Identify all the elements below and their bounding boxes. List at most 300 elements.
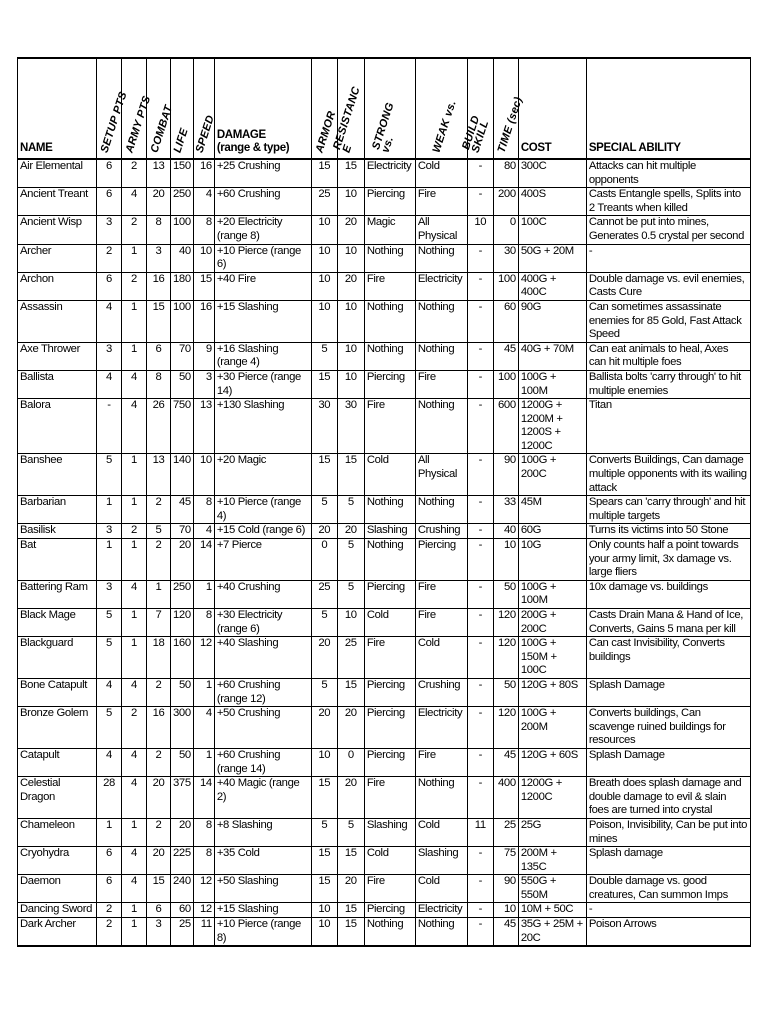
cell-combat: 15 bbox=[147, 875, 171, 903]
cell-special-ability: Can sometimes assassinate enemies for 85 Gold, Fast Attack Speed bbox=[586, 300, 750, 342]
cell-name: Bronze Golem bbox=[18, 707, 97, 749]
cell-speed: 9 bbox=[193, 342, 214, 370]
cell-setup-pts: 3 bbox=[97, 580, 122, 608]
cell-time: 10 bbox=[493, 539, 518, 581]
cell-resistance: 5 bbox=[337, 539, 364, 581]
cell-damage: +60 Crushing (range 12) bbox=[214, 678, 311, 706]
cell-build-skill: - bbox=[467, 159, 493, 188]
cell-build-skill: - bbox=[467, 399, 493, 454]
cell-cost: 10M + 50C bbox=[518, 903, 586, 918]
cell-weak-vs: Nothing bbox=[415, 342, 467, 370]
cell-setup-pts: 4 bbox=[97, 678, 122, 706]
cell-speed: 12 bbox=[193, 637, 214, 679]
cell-combat: 20 bbox=[147, 777, 171, 819]
cell-army-pts: 2 bbox=[122, 272, 147, 300]
cell-setup-pts: 6 bbox=[97, 875, 122, 903]
cell-name: Axe Thrower bbox=[18, 342, 97, 370]
cell-life: 120 bbox=[171, 609, 194, 637]
cell-build-skill: - bbox=[467, 496, 493, 524]
cell-cost: 35G + 25M + 20C bbox=[518, 918, 586, 947]
cell-special-ability: 10x damage vs. buildings bbox=[586, 580, 750, 608]
cell-strong-vs: Nothing bbox=[364, 918, 415, 947]
header-cost: COST bbox=[518, 58, 586, 159]
cell-resistance: 10 bbox=[337, 370, 364, 398]
table-row bbox=[18, 847, 751, 875]
cell-damage: +130 Slashing bbox=[214, 399, 311, 454]
cell-army-pts: 4 bbox=[122, 188, 147, 216]
cell-cost: 120G + 80S bbox=[518, 678, 586, 706]
cell-cost: 1200G + 1200M + 1200S + 1200C bbox=[518, 399, 586, 454]
cell-speed: 8 bbox=[193, 818, 214, 846]
cell-special-ability: Poison, Invisibility, Can be put into mines bbox=[586, 818, 750, 846]
cell-special-ability: Poison Arrows bbox=[586, 918, 750, 947]
cell-cost: 50G + 20M bbox=[518, 244, 586, 272]
cell-strong-vs: Slashing bbox=[364, 818, 415, 846]
table-row bbox=[18, 188, 751, 216]
table-row bbox=[18, 818, 751, 846]
cell-weak-vs: Electricity bbox=[415, 707, 467, 749]
cell-special-ability: Cannot be put into mines, Generates 0.5 crystal per second bbox=[586, 216, 750, 244]
cell-time: 45 bbox=[493, 748, 518, 776]
cell-name: Bat bbox=[18, 539, 97, 581]
cell-name: Archon bbox=[18, 272, 97, 300]
cell-special-ability: Converts buildings, Can scavenge ruined buildings for resources bbox=[586, 707, 750, 749]
header-setup-pts: SETUP PTS bbox=[97, 58, 122, 159]
cell-special-ability: Breath does splash damage and double damage to evil & slain foes are turned into crystal bbox=[586, 777, 750, 819]
cell-strong-vs: Nothing bbox=[364, 300, 415, 342]
cell-army-pts: 1 bbox=[122, 539, 147, 581]
cell-time: 33 bbox=[493, 496, 518, 524]
cell-setup-pts: 6 bbox=[97, 159, 122, 188]
table-body bbox=[18, 159, 751, 946]
cell-time: 90 bbox=[493, 875, 518, 903]
cell-life: 20 bbox=[171, 539, 194, 581]
header-strong-vs: STRONG vs. bbox=[364, 58, 415, 159]
cell-armor: 5 bbox=[311, 609, 337, 637]
cell-life: 750 bbox=[171, 399, 194, 454]
cell-speed: 4 bbox=[193, 707, 214, 749]
cell-weak-vs: All Physical bbox=[415, 454, 467, 496]
cell-damage: +10 Pierce (range 6) bbox=[214, 244, 311, 272]
cell-weak-vs: Nothing bbox=[415, 918, 467, 947]
cell-build-skill: - bbox=[467, 188, 493, 216]
cell-armor: 5 bbox=[311, 496, 337, 524]
cell-speed: 12 bbox=[193, 903, 214, 918]
cell-build-skill: 11 bbox=[467, 818, 493, 846]
cell-strong-vs: Electricity bbox=[364, 159, 415, 188]
cell-life: 70 bbox=[171, 342, 194, 370]
cell-cost: 40G + 70M bbox=[518, 342, 586, 370]
cell-cost: 100G + 150M + 100C bbox=[518, 637, 586, 679]
cell-life: 150 bbox=[171, 159, 194, 188]
cell-strong-vs: Piercing bbox=[364, 903, 415, 918]
cell-armor: 20 bbox=[311, 637, 337, 679]
cell-speed: 13 bbox=[193, 399, 214, 454]
cell-resistance: 15 bbox=[337, 678, 364, 706]
cell-armor: 20 bbox=[311, 524, 337, 539]
cell-army-pts: 1 bbox=[122, 244, 147, 272]
cell-cost: 300C bbox=[518, 159, 586, 188]
cell-army-pts: 1 bbox=[122, 496, 147, 524]
cell-damage: +40 Crushing bbox=[214, 580, 311, 608]
cell-weak-vs: Fire bbox=[415, 609, 467, 637]
cell-special-ability: Splash Damage bbox=[586, 748, 750, 776]
unit-stats-table bbox=[17, 57, 751, 947]
cell-combat: 18 bbox=[147, 637, 171, 679]
cell-armor: 10 bbox=[311, 216, 337, 244]
cell-speed: 14 bbox=[193, 777, 214, 819]
cell-damage: +15 Cold (range 6) bbox=[214, 524, 311, 539]
cell-special-ability: Attacks can hit multiple opponents bbox=[586, 159, 750, 188]
cell-life: 300 bbox=[171, 707, 194, 749]
cell-speed: 4 bbox=[193, 524, 214, 539]
cell-damage: +40 Fire bbox=[214, 272, 311, 300]
cell-life: 100 bbox=[171, 300, 194, 342]
cell-armor: 25 bbox=[311, 188, 337, 216]
cell-life: 250 bbox=[171, 188, 194, 216]
cell-name: Ballista bbox=[18, 370, 97, 398]
cell-life: 50 bbox=[171, 748, 194, 776]
cell-army-pts: 4 bbox=[122, 748, 147, 776]
cell-life: 70 bbox=[171, 524, 194, 539]
cell-combat: 13 bbox=[147, 159, 171, 188]
cell-speed: 10 bbox=[193, 454, 214, 496]
cell-weak-vs: Cold bbox=[415, 159, 467, 188]
cell-resistance: 20 bbox=[337, 272, 364, 300]
cell-strong-vs: Slashing bbox=[364, 524, 415, 539]
cell-strong-vs: Piercing bbox=[364, 748, 415, 776]
cell-speed: 8 bbox=[193, 496, 214, 524]
cell-damage: +50 Crushing bbox=[214, 707, 311, 749]
cell-weak-vs: Nothing bbox=[415, 244, 467, 272]
cell-weak-vs: Nothing bbox=[415, 496, 467, 524]
cell-combat: 15 bbox=[147, 300, 171, 342]
cell-name: Archer bbox=[18, 244, 97, 272]
cell-special-ability: Only counts half a point towards your army limit, 3x damage vs. large fliers bbox=[586, 539, 750, 581]
cell-name: Catapult bbox=[18, 748, 97, 776]
table-row bbox=[18, 216, 751, 244]
header-resistance: RESISTANC E bbox=[337, 58, 364, 159]
cell-build-skill: - bbox=[467, 707, 493, 749]
cell-setup-pts: 4 bbox=[97, 370, 122, 398]
table-row bbox=[18, 609, 751, 637]
cell-strong-vs: Nothing bbox=[364, 496, 415, 524]
cell-time: 45 bbox=[493, 918, 518, 947]
cell-build-skill: - bbox=[467, 609, 493, 637]
cell-resistance: 5 bbox=[337, 496, 364, 524]
cell-cost: 400G + 400C bbox=[518, 272, 586, 300]
cell-life: 240 bbox=[171, 875, 194, 903]
cell-weak-vs: Crushing bbox=[415, 678, 467, 706]
cell-combat: 2 bbox=[147, 748, 171, 776]
cell-name: Barbarian bbox=[18, 496, 97, 524]
cell-time: 10 bbox=[493, 903, 518, 918]
cell-build-skill: - bbox=[467, 903, 493, 918]
cell-special-ability: Splash damage bbox=[586, 847, 750, 875]
cell-speed: 16 bbox=[193, 300, 214, 342]
cell-speed: 1 bbox=[193, 580, 214, 608]
cell-time: 0 bbox=[493, 216, 518, 244]
cell-name: Dancing Sword bbox=[18, 903, 97, 918]
cell-strong-vs: Fire bbox=[364, 637, 415, 679]
cell-strong-vs: Piercing bbox=[364, 580, 415, 608]
cell-army-pts: 1 bbox=[122, 454, 147, 496]
cell-strong-vs: Fire bbox=[364, 777, 415, 819]
cell-army-pts: 1 bbox=[122, 342, 147, 370]
cell-strong-vs: Nothing bbox=[364, 342, 415, 370]
cell-name: Dark Archer bbox=[18, 918, 97, 947]
cell-name: Chameleon bbox=[18, 818, 97, 846]
cell-weak-vs: Nothing bbox=[415, 300, 467, 342]
table-row bbox=[18, 678, 751, 706]
cell-armor: 25 bbox=[311, 580, 337, 608]
table-row bbox=[18, 637, 751, 679]
cell-speed: 8 bbox=[193, 847, 214, 875]
cell-damage: +15 Slashing bbox=[214, 300, 311, 342]
cell-time: 120 bbox=[493, 637, 518, 679]
cell-cost: 25G bbox=[518, 818, 586, 846]
cell-name: Air Elemental bbox=[18, 159, 97, 188]
cell-resistance: 5 bbox=[337, 818, 364, 846]
cell-cost: 200M + 135C bbox=[518, 847, 586, 875]
cell-name: Battering Ram bbox=[18, 580, 97, 608]
cell-build-skill: - bbox=[467, 748, 493, 776]
cell-speed: 8 bbox=[193, 609, 214, 637]
header-row bbox=[18, 58, 751, 159]
cell-damage: +35 Cold bbox=[214, 847, 311, 875]
cell-speed: 12 bbox=[193, 875, 214, 903]
cell-damage: +20 Electricity (range 8) bbox=[214, 216, 311, 244]
cell-armor: 0 bbox=[311, 539, 337, 581]
cell-cost: 10G bbox=[518, 539, 586, 581]
cell-setup-pts: 2 bbox=[97, 903, 122, 918]
cell-name: Assassin bbox=[18, 300, 97, 342]
cell-weak-vs: Crushing bbox=[415, 524, 467, 539]
cell-resistance: 10 bbox=[337, 300, 364, 342]
header-combat: COMBAT bbox=[147, 58, 171, 159]
cell-build-skill: - bbox=[467, 918, 493, 947]
cell-strong-vs: Fire bbox=[364, 875, 415, 903]
cell-damage: +50 Slashing bbox=[214, 875, 311, 903]
cell-life: 50 bbox=[171, 678, 194, 706]
cell-army-pts: 1 bbox=[122, 609, 147, 637]
cell-cost: 60G bbox=[518, 524, 586, 539]
cell-speed: 14 bbox=[193, 539, 214, 581]
header-damage: DAMAGE (range & type) bbox=[214, 58, 311, 159]
cell-cost: 45M bbox=[518, 496, 586, 524]
cell-speed: 10 bbox=[193, 244, 214, 272]
cell-name: Balora bbox=[18, 399, 97, 454]
cell-build-skill: - bbox=[467, 272, 493, 300]
cell-life: 250 bbox=[171, 580, 194, 608]
table-row bbox=[18, 903, 751, 918]
cell-armor: 15 bbox=[311, 454, 337, 496]
cell-armor: 15 bbox=[311, 370, 337, 398]
cell-weak-vs: Fire bbox=[415, 580, 467, 608]
table-row bbox=[18, 244, 751, 272]
cell-combat: 13 bbox=[147, 454, 171, 496]
cell-combat: 16 bbox=[147, 272, 171, 300]
header-life: LIFE bbox=[171, 58, 194, 159]
cell-army-pts: 4 bbox=[122, 678, 147, 706]
table-row bbox=[18, 539, 751, 581]
cell-damage: +16 Slashing (range 4) bbox=[214, 342, 311, 370]
cell-name: Daemon bbox=[18, 875, 97, 903]
cell-resistance: 15 bbox=[337, 454, 364, 496]
cell-setup-pts: 4 bbox=[97, 748, 122, 776]
cell-weak-vs: Nothing bbox=[415, 399, 467, 454]
cell-cost: 100G + 100M bbox=[518, 370, 586, 398]
table-row bbox=[18, 496, 751, 524]
table-row bbox=[18, 875, 751, 903]
cell-strong-vs: Cold bbox=[364, 609, 415, 637]
cell-resistance: 15 bbox=[337, 847, 364, 875]
cell-damage: +8 Slashing bbox=[214, 818, 311, 846]
cell-resistance: 10 bbox=[337, 188, 364, 216]
cell-special-ability: - bbox=[586, 903, 750, 918]
cell-setup-pts: 1 bbox=[97, 539, 122, 581]
cell-combat: 6 bbox=[147, 342, 171, 370]
cell-damage: +40 Magic (range 2) bbox=[214, 777, 311, 819]
cell-time: 100 bbox=[493, 370, 518, 398]
cell-setup-pts: 6 bbox=[97, 188, 122, 216]
cell-strong-vs: Magic bbox=[364, 216, 415, 244]
cell-resistance: 5 bbox=[337, 580, 364, 608]
cell-damage: +60 Crushing bbox=[214, 188, 311, 216]
cell-weak-vs: Cold bbox=[415, 875, 467, 903]
cell-special-ability: Ballista bolts 'carry through' to hit multiple enemies bbox=[586, 370, 750, 398]
cell-life: 100 bbox=[171, 216, 194, 244]
cell-damage: +25 Crushing bbox=[214, 159, 311, 188]
cell-armor: 15 bbox=[311, 159, 337, 188]
cell-combat: 8 bbox=[147, 216, 171, 244]
cell-weak-vs: All Physical bbox=[415, 216, 467, 244]
cell-setup-pts: 5 bbox=[97, 707, 122, 749]
table-row bbox=[18, 342, 751, 370]
cell-weak-vs: Cold bbox=[415, 637, 467, 679]
cell-resistance: 20 bbox=[337, 707, 364, 749]
cell-resistance: 10 bbox=[337, 244, 364, 272]
cell-cost: 120G + 60S bbox=[518, 748, 586, 776]
cell-life: 375 bbox=[171, 777, 194, 819]
cell-armor: 10 bbox=[311, 272, 337, 300]
cell-speed: 4 bbox=[193, 188, 214, 216]
cell-cost: 100G + 100M bbox=[518, 580, 586, 608]
cell-name: Bone Catapult bbox=[18, 678, 97, 706]
cell-time: 200 bbox=[493, 188, 518, 216]
cell-damage: +30 Pierce (range 14) bbox=[214, 370, 311, 398]
cell-special-ability: Titan bbox=[586, 399, 750, 454]
cell-strong-vs: Cold bbox=[364, 454, 415, 496]
cell-weak-vs: Fire bbox=[415, 188, 467, 216]
cell-setup-pts: 6 bbox=[97, 847, 122, 875]
table-row bbox=[18, 300, 751, 342]
header-armor: ARMOR bbox=[311, 58, 337, 159]
header-weak-vs: WEAK vs. bbox=[415, 58, 467, 159]
cell-army-pts: 1 bbox=[122, 818, 147, 846]
cell-combat: 2 bbox=[147, 678, 171, 706]
cell-combat: 8 bbox=[147, 370, 171, 398]
cell-armor: 10 bbox=[311, 903, 337, 918]
cell-armor: 15 bbox=[311, 847, 337, 875]
cell-speed: 3 bbox=[193, 370, 214, 398]
table-row bbox=[18, 580, 751, 608]
cell-combat: 5 bbox=[147, 524, 171, 539]
cell-time: 120 bbox=[493, 707, 518, 749]
cell-build-skill: 10 bbox=[467, 216, 493, 244]
cell-build-skill: - bbox=[467, 847, 493, 875]
cell-speed: 11 bbox=[193, 918, 214, 947]
cell-strong-vs: Nothing bbox=[364, 539, 415, 581]
cell-army-pts: 1 bbox=[122, 300, 147, 342]
cell-name: Basilisk bbox=[18, 524, 97, 539]
cell-combat: 2 bbox=[147, 539, 171, 581]
cell-cost: 100C bbox=[518, 216, 586, 244]
cell-combat: 3 bbox=[147, 918, 171, 947]
cell-life: 40 bbox=[171, 244, 194, 272]
cell-army-pts: 2 bbox=[122, 707, 147, 749]
cell-time: 80 bbox=[493, 159, 518, 188]
cell-resistance: 10 bbox=[337, 609, 364, 637]
cell-setup-pts: 2 bbox=[97, 244, 122, 272]
cell-special-ability: Casts Entangle spells, Splits into 2 Treants when killed bbox=[586, 188, 750, 216]
cell-special-ability: - bbox=[586, 244, 750, 272]
cell-setup-pts: 1 bbox=[97, 818, 122, 846]
table-row bbox=[18, 399, 751, 454]
cell-strong-vs: Piercing bbox=[364, 678, 415, 706]
cell-time: 400 bbox=[493, 777, 518, 819]
cell-resistance: 0 bbox=[337, 748, 364, 776]
cell-damage: +15 Slashing bbox=[214, 903, 311, 918]
table-row bbox=[18, 748, 751, 776]
cell-name: Black Mage bbox=[18, 609, 97, 637]
cell-build-skill: - bbox=[467, 524, 493, 539]
cell-resistance: 15 bbox=[337, 903, 364, 918]
cell-army-pts: 1 bbox=[122, 637, 147, 679]
cell-army-pts: 4 bbox=[122, 777, 147, 819]
cell-resistance: 15 bbox=[337, 918, 364, 947]
table-row bbox=[18, 918, 751, 947]
cell-time: 40 bbox=[493, 524, 518, 539]
cell-life: 25 bbox=[171, 918, 194, 947]
cell-army-pts: 2 bbox=[122, 216, 147, 244]
cell-name: Cryohydra bbox=[18, 847, 97, 875]
cell-life: 140 bbox=[171, 454, 194, 496]
table-row bbox=[18, 777, 751, 819]
cell-army-pts: 4 bbox=[122, 847, 147, 875]
cell-build-skill: - bbox=[467, 875, 493, 903]
cell-strong-vs: Nothing bbox=[364, 244, 415, 272]
cell-speed: 15 bbox=[193, 272, 214, 300]
cell-armor: 5 bbox=[311, 342, 337, 370]
cell-setup-pts: 28 bbox=[97, 777, 122, 819]
cell-time: 120 bbox=[493, 609, 518, 637]
header-special-ability: SPECIAL ABILITY bbox=[586, 58, 750, 159]
cell-strong-vs: Piercing bbox=[364, 188, 415, 216]
cell-weak-vs: Slashing bbox=[415, 847, 467, 875]
cell-special-ability: Can eat animals to heal, Axes can hit multiple foes bbox=[586, 342, 750, 370]
cell-life: 45 bbox=[171, 496, 194, 524]
cell-time: 90 bbox=[493, 454, 518, 496]
cell-time: 45 bbox=[493, 342, 518, 370]
cell-special-ability: Double damage vs. evil enemies, Casts Cure bbox=[586, 272, 750, 300]
cell-army-pts: 1 bbox=[122, 918, 147, 947]
cell-strong-vs: Piercing bbox=[364, 370, 415, 398]
cell-build-skill: - bbox=[467, 342, 493, 370]
cell-combat: 1 bbox=[147, 580, 171, 608]
cell-armor: 30 bbox=[311, 399, 337, 454]
cell-name: Ancient Wisp bbox=[18, 216, 97, 244]
